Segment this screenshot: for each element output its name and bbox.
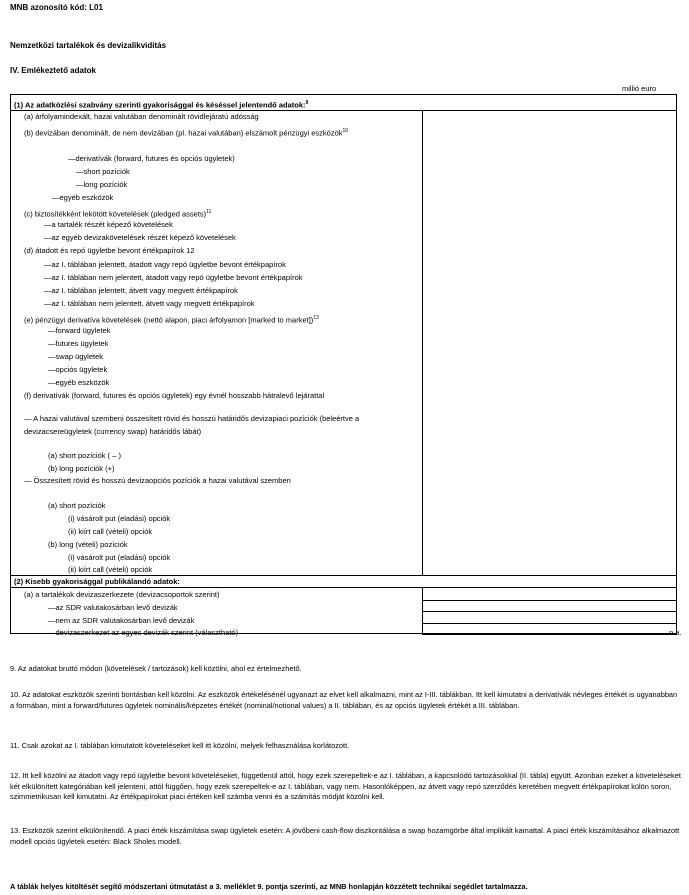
options-long: (b) long (vételi) pozíciók — [48, 540, 128, 549]
options-long-call: (ii) kiírt call (vételi) opciók — [68, 565, 153, 574]
value-na: n.a. — [669, 628, 682, 637]
fx-positions-line1: — A hazai valutával szembeni összesített rövid és hosszú határidős devizapiaci pozíciók (beleértve a — [24, 414, 360, 423]
row-e-forward: —forward ügyletek — [48, 326, 111, 335]
unit-label: millió euro — [622, 84, 657, 93]
row-c-other: —az egyéb devizakövetelések részét képező követelések — [44, 233, 236, 242]
row-f: (f) derivatívák (forward, futures és opciós ügyletek) egy évnél hosszabb hátralevő lejárattal — [24, 391, 325, 400]
row-d-4: —az I. táblában nem jelentett, átvett vagy megvett értékpapírok — [44, 299, 255, 308]
footnote-12: 12. Itt kell közölni az átadott vagy repó ügyletbe bevont követeléseket, függetlenül attól, hogy ezek szerepeltek-e az I. táblában, a kapcsolódó tartozásokkal (II. tábla) együtt. Azonban ezeket a követeléseket két elkülönített kategóriában kell jelenteni, attól függően, hogy ezek szerepeltek-e az I. táblában, vagy nem. Hasonlóképpen, az átvett vagy repó szerződés keretében megvett értékpapírokat külön soron, szimmetrikusan kell kimutatni. Az értékpapírokat piaci értéken kell számba venni és a számítás módját közölni kell. — [10, 771, 681, 801]
footnote-10: 10. Az adatokat eszközök szerinti bontásban kell közölni. Az eszközök értékelésénél ugyanazt az elvet kell alkalmazni, mint az I-III. táblákban. Itt kell kimutatni a derivatívák névleges értékét is ugyanabban a formában, mint a forward/futures ügyletek nominális/képzetes értékét (nominal/notional values) a II. táblában, és az opciós ügyletek értékét a III. táblában. — [10, 690, 678, 710]
footnote-11: 11. Csak azokat az I. táblában kimutatott követeléseket kell itt közölni, melyek felhasználása korlátozott. — [10, 741, 350, 750]
section-title: IV. Emlékeztető adatok — [10, 66, 96, 75]
row-b-derivatives: —derivatívák (forward, futures és opciós ügyletek) — [68, 154, 235, 163]
row-d-3: —az I. táblában jelentett, átvett vagy megvett értékpapírok — [44, 286, 238, 295]
value-cell-by-currency[interactable] — [422, 623, 677, 635]
footnote-9: 9. Az adatokat bruttó módon (követelések / tartozások) kell közölni, ahol ez értelmezhető. — [10, 664, 302, 673]
value-column-divider — [422, 110, 423, 575]
part2-row-non-sdr: —nem az SDR valutakosárban levő devizák — [48, 616, 195, 625]
options-long-put: (i) vásárolt put (eladási) opciók — [68, 553, 171, 562]
row-c: (c) biztosítékként lekötött követelések (pledged assets)$^{11}$ — [24, 209, 212, 219]
row-e-other: —egyéb eszközök — [48, 378, 110, 387]
fx-short: (a) short pozíciók ( – ) — [48, 451, 121, 460]
row-a: (a) árfolyamindexált, hazai valutában denominált rövidlejáratú adósság — [24, 112, 259, 121]
part2-row-sdr: —az SDR valutakosárban levő devizák — [48, 603, 178, 612]
methodology-note: A táblák helyes kitöltését segítő módszertani útmutatást a 3. melléklet 9. pontja szerinti, az MNB honlapján közzétett technikai segédlet tartalmazza. — [10, 882, 528, 891]
form-code: MNB azonosító kód: L01 — [10, 3, 103, 12]
row-b-long: —long pozíciók — [76, 180, 128, 189]
footnote-13: 13. Eszközök szerint elkülönítendő. A piaci érték kiszámítása swap ügyletek esetén: A jövőbeni cash-flow diszkontálása a swap hozamgörbe által implikált kamattal. A piaci érték kiszámításához alkalmazott modell opciós ügyletek esetén: Black Sholes modell. — [10, 826, 680, 846]
part2-title: (2) Kisebb gyakorisággal publikálandó adatok: — [14, 577, 180, 586]
row-d: (d) átadott és repó ügyletbe bevont értékpapírok 12 — [24, 246, 195, 255]
part2-rule-top — [10, 575, 677, 576]
part1-title: (1) Az adatközlési szabvány szerinti gyakorisággal és késéssel jelentendő adatok:$^9$ — [14, 100, 309, 110]
part2-row-by-currency: —devizaszerkezet az egyes devizák szerint (választható) — [48, 628, 239, 637]
row-e-futures: —futures ügyletek — [48, 339, 109, 348]
row-e-swap: —swap ügyletek — [48, 352, 104, 361]
options-short-put: (i) vásárolt put (eladási) opciók — [68, 514, 171, 523]
options-short: (a) short pozíciók — [48, 501, 106, 510]
row-d-2: —az I. táblában nem jelentett, átadott vagy repó ügyletbe bevont értékpapírok — [44, 273, 303, 282]
value-cell-a[interactable] — [422, 587, 677, 601]
row-b: (b) devizában denominált, de nem devizában (pl. hazai valutában) elszámolt pénzügyi eszközök$^{10}$ — [24, 128, 349, 138]
page-title: Nemzetközi tartalékok és devizalikviditás — [10, 41, 167, 50]
row-e: (e) pénzügyi derivatíva követelések (nettó alapon, piaci árfolyamon [marked to market])$^{13}$ — [24, 315, 319, 325]
row-d-1: —az I. táblában jelentett, átadott vagy repó ügyletbe bevont értékpapírok — [44, 260, 286, 269]
fx-options-title: — Összesített rövid és hosszú devizaopciós pozíciók a hazai valutával szemben — [24, 476, 291, 485]
row-e-options: —opciós ügyletek — [48, 365, 108, 374]
options-short-call: (ii) kiírt call (vételi) opciók — [68, 527, 153, 536]
fx-long: (b) long pozíciók (+) — [48, 464, 115, 473]
fx-positions-line2: devizacsereügyletek (currency swap) határidős lábát) — [24, 427, 202, 436]
part2-row-a: (a) a tartalékok devizaszerkezete (devizacsoportok szerint) — [24, 590, 220, 599]
row-b-short: —short pozíciók — [76, 167, 130, 176]
row-c-reserve: —a tartalék részét képező követelések — [44, 220, 173, 229]
row-b-other: —egyéb eszközök — [52, 193, 114, 202]
